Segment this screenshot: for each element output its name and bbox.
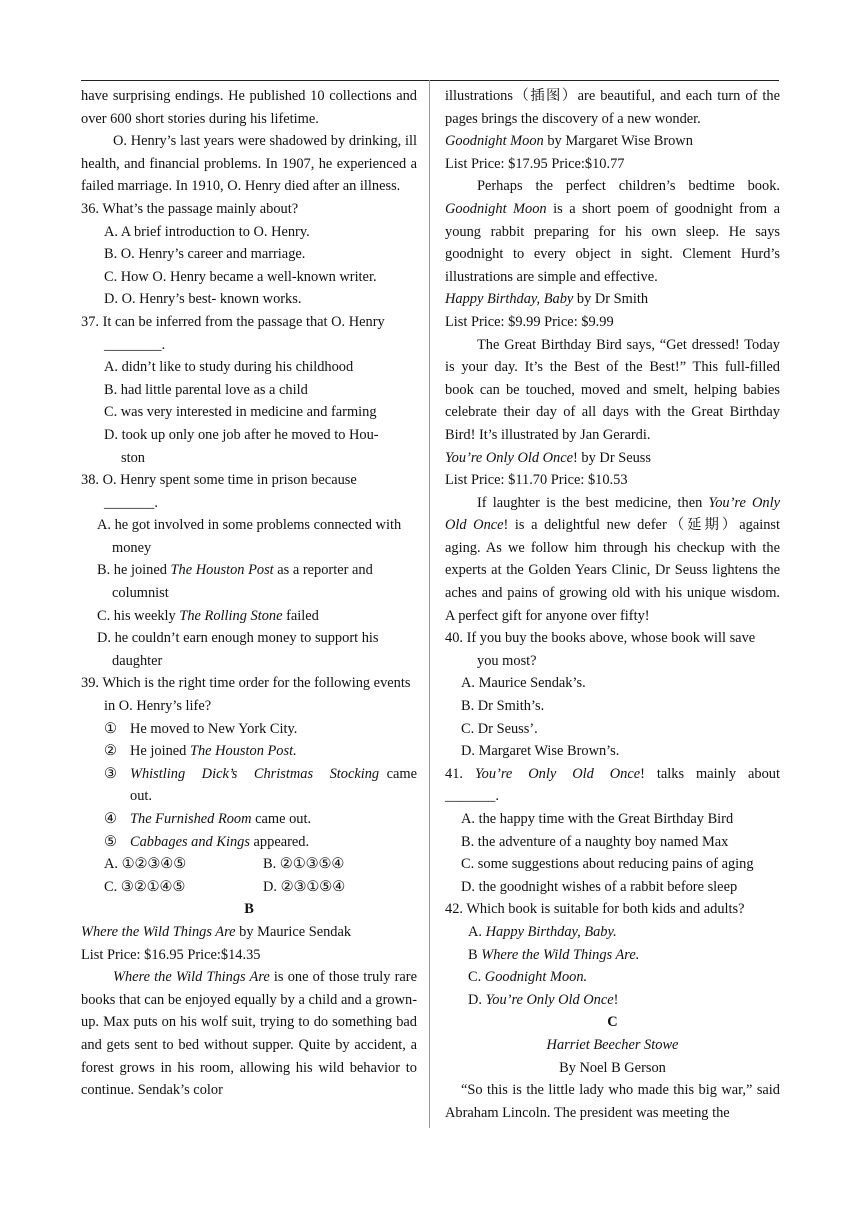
section-heading: C	[607, 1014, 618, 1031]
option-b: B. ②①③⑤④	[263, 856, 345, 873]
option-b: B. had little parental love as a child	[104, 381, 308, 398]
event-text: came out.	[130, 765, 417, 805]
paragraph: illustrations（插图）are beautiful, and each turn of the pages brings the discovery of a new wonder.	[445, 88, 780, 127]
event-5	[81, 831, 417, 854]
newspaper-title: The Houston Post	[170, 562, 274, 579]
newspaper-title: The Rolling Stone	[179, 607, 283, 624]
option-letter: C.	[468, 969, 485, 986]
question-38	[81, 469, 417, 672]
event-3	[81, 763, 417, 808]
option-a: A. the happy time with the Great Birthday Bird	[461, 811, 734, 827]
option-b: B. the adventure of a naughty boy named Max	[461, 833, 729, 850]
options-row	[81, 853, 417, 876]
book-author: by Dr Smith	[573, 291, 649, 308]
answer-blank: _______.	[104, 494, 158, 511]
section-heading: B	[244, 901, 254, 918]
book-title: You’re Only Old Once	[445, 449, 574, 466]
book-heading	[445, 130, 780, 153]
event-4	[81, 808, 417, 831]
question-stem: 37. It can be inferred from the passage that O. Henry	[81, 313, 385, 330]
column-divider	[429, 80, 430, 1128]
event-number: ①	[104, 720, 117, 737]
question-stem: 42. Which book is suitable for both kids and adults?	[445, 901, 745, 918]
book-title: Happy Birthday, Baby	[445, 291, 574, 308]
book-author: by Margaret Wise Brown	[543, 133, 693, 150]
option-a: A. he got involved in some problems connected with money	[97, 517, 402, 556]
option-c	[445, 966, 780, 989]
question-stem: 38. O. Henry spent some time in prison because	[81, 472, 357, 489]
event-text: He moved to New York City.	[130, 720, 298, 737]
option-text: C. his weekly	[97, 607, 180, 624]
book-description	[81, 966, 417, 1102]
paragraph: have surprising endings. He published 10 collections and over 600 short stories during his lifetime.	[81, 88, 417, 127]
book-title: Goodnight Moon	[445, 133, 544, 150]
option-a	[445, 921, 780, 944]
option-text: as a reporter and columnist	[112, 562, 373, 602]
option-d	[445, 989, 780, 1012]
book-title: Where the Wild Things Are	[81, 923, 236, 940]
book-author: by Maurice Sendak	[235, 923, 352, 940]
book-title: You’re Only Old Once	[474, 765, 641, 782]
description-text: If laughter is the best medicine, then	[477, 494, 709, 511]
answer-blank: ________.	[104, 336, 166, 353]
option-a: A. ①②③④⑤	[104, 856, 187, 873]
right-column	[445, 85, 780, 1124]
book-heading	[445, 288, 780, 311]
book-heading	[445, 447, 780, 470]
work-title: The Furnished Room	[130, 811, 252, 827]
work-title: Cabbages and Kings	[130, 833, 250, 850]
question-stem: 39. Which is the right time order for the following events in O. Henry’s life?	[81, 675, 411, 715]
question-36	[81, 198, 417, 311]
question-42	[445, 898, 780, 1011]
book-price: List Price: $11.70 Price: $10.53	[445, 472, 628, 489]
option-c: C. ③②①④⑤	[104, 878, 186, 895]
book-description	[445, 492, 780, 628]
book-description: The Great Birthday Bird says, “Get dressed! Today is your day. It’s the Best of the Best!” This full-filled book can be touched, moved and smelt, helping babies celebrate their day of all days with the Great Birthday Bird! It’s illustrated by Jan Gerardi.	[445, 336, 780, 443]
paragraph: “So this is the little lady who made this big war,” said Abraham Lincoln. The president was meeting the	[445, 1082, 780, 1121]
option-a: A. Maurice Sendak’s.	[461, 675, 586, 692]
book-title: You’re Only Old Once	[445, 494, 780, 534]
option-b	[445, 944, 780, 967]
question-40	[445, 627, 780, 763]
option-d: D. O. Henry’s best- known works.	[104, 291, 302, 308]
question-stem: 40. If you buy the books above, whose book will save you most?	[445, 630, 756, 669]
option-a: A. didn’t like to study during his childhood	[104, 359, 354, 376]
book-title: Goodnight Moon.	[484, 969, 588, 986]
option-letter: D.	[468, 991, 486, 1008]
question-41	[445, 763, 780, 899]
event-text: appeared.	[249, 833, 310, 850]
question-37	[81, 311, 417, 469]
option-letter: A.	[468, 923, 486, 940]
question-stem	[445, 763, 780, 808]
passage-title	[445, 1034, 780, 1057]
book-title: Where the Wild Things Are	[113, 969, 270, 986]
option-letter: B	[468, 946, 482, 963]
passage-title-text: Harriet Beecher Stowe	[546, 1036, 679, 1053]
options-row	[81, 876, 417, 899]
question-text: ! talks mainly about _______.	[445, 765, 780, 805]
paragraph: O. Henry’s last years were shadowed by drinking, ill health, and financial problems. In 1907, he experienced a failed marriage. In 1910, O. Henry died after an illness.	[81, 133, 417, 195]
event-1	[81, 718, 417, 741]
event-text: came out.	[251, 811, 312, 827]
option-d: D. took up only one job after he moved to Hou-ston	[104, 426, 379, 466]
book-price: List Price: $9.99 Price: $9.99	[445, 313, 614, 330]
book-price: List Price: $17.95 Price:$10.77	[445, 155, 625, 172]
book-title: Happy Birthday, Baby.	[485, 923, 617, 940]
option-d: D. he couldn’t earn enough money to support his daughter	[97, 630, 379, 669]
book-price: List Price: $16.95 Price:$14.35	[81, 946, 261, 963]
option-d: D. the goodnight wishes of a rabbit before sleep	[461, 878, 738, 895]
option-c: C. some suggestions about reducing pains of aging	[461, 856, 754, 873]
question-39	[81, 672, 417, 898]
book-description	[445, 175, 780, 288]
option-c	[81, 605, 417, 628]
option-b	[81, 559, 412, 604]
work-title: The Houston Post.	[189, 743, 297, 760]
event-text: He joined	[130, 743, 190, 760]
option-text: B. he joined	[97, 562, 171, 579]
event-2	[81, 740, 417, 763]
work-title: Whistling Dick’s Christmas Stocking	[130, 765, 380, 782]
book-author: ! by Dr Seuss	[573, 449, 651, 466]
book-heading	[81, 921, 417, 944]
question-stem: 36. What’s the passage mainly about?	[81, 200, 299, 217]
book-title: Goodnight Moon	[445, 200, 547, 217]
event-number: ②	[104, 743, 117, 760]
option-b: B. O. Henry’s career and marriage.	[104, 246, 306, 263]
passage-byline: By Noel B Gerson	[559, 1059, 666, 1076]
description-text: is a short poem of goodnight from a young rabbit preparing for his own sleep. He says goodnight to every object in sight. Clement Hurd’s illustrations are simple and effective.	[445, 200, 780, 285]
option-text: failed	[282, 607, 319, 624]
event-number: ③	[104, 765, 117, 782]
left-column	[81, 85, 417, 1102]
event-number: ④	[104, 811, 117, 827]
option-d: D. ②③①⑤④	[263, 878, 346, 895]
option-a: A. A brief introduction to O. Henry.	[104, 223, 310, 240]
top-rule	[81, 80, 779, 81]
event-number: ⑤	[104, 833, 117, 850]
option-d: D. Margaret Wise Brown’s.	[461, 743, 620, 760]
question-number: 41.	[445, 765, 475, 782]
description-text: is one of those truly rare books that can be enjoyed equally by a child and a grown-up. Max puts on his wolf suit, trying to do something bad and gets sent to bed without supper. Quite by accident, a forest grows in his room, allowing his wild behavior to continue. Sendak’s color	[81, 969, 417, 1099]
option-b: B. Dr Smith’s.	[461, 698, 545, 715]
book-title: Where the Wild Things Are.	[481, 946, 640, 963]
option-c: C. How O. Henry became a well-known writer.	[104, 268, 377, 285]
option-c: C. Dr Seuss’.	[461, 720, 538, 737]
description-text: Perhaps the perfect children’s bedtime book.	[477, 178, 780, 195]
option-text: !	[613, 991, 619, 1008]
option-c: C. was very interested in medicine and farming	[104, 404, 377, 421]
book-title: You’re Only Old Once	[485, 991, 614, 1008]
description-text: ! is a delightful new defer（延期）against aging. As we follow him through his checkup with the experts at the Golden Years Clinic, Dr Seuss lightens the aches and pains of growing old with his unique wisdom. A perfect gift for anyone over fifty!	[445, 517, 781, 624]
